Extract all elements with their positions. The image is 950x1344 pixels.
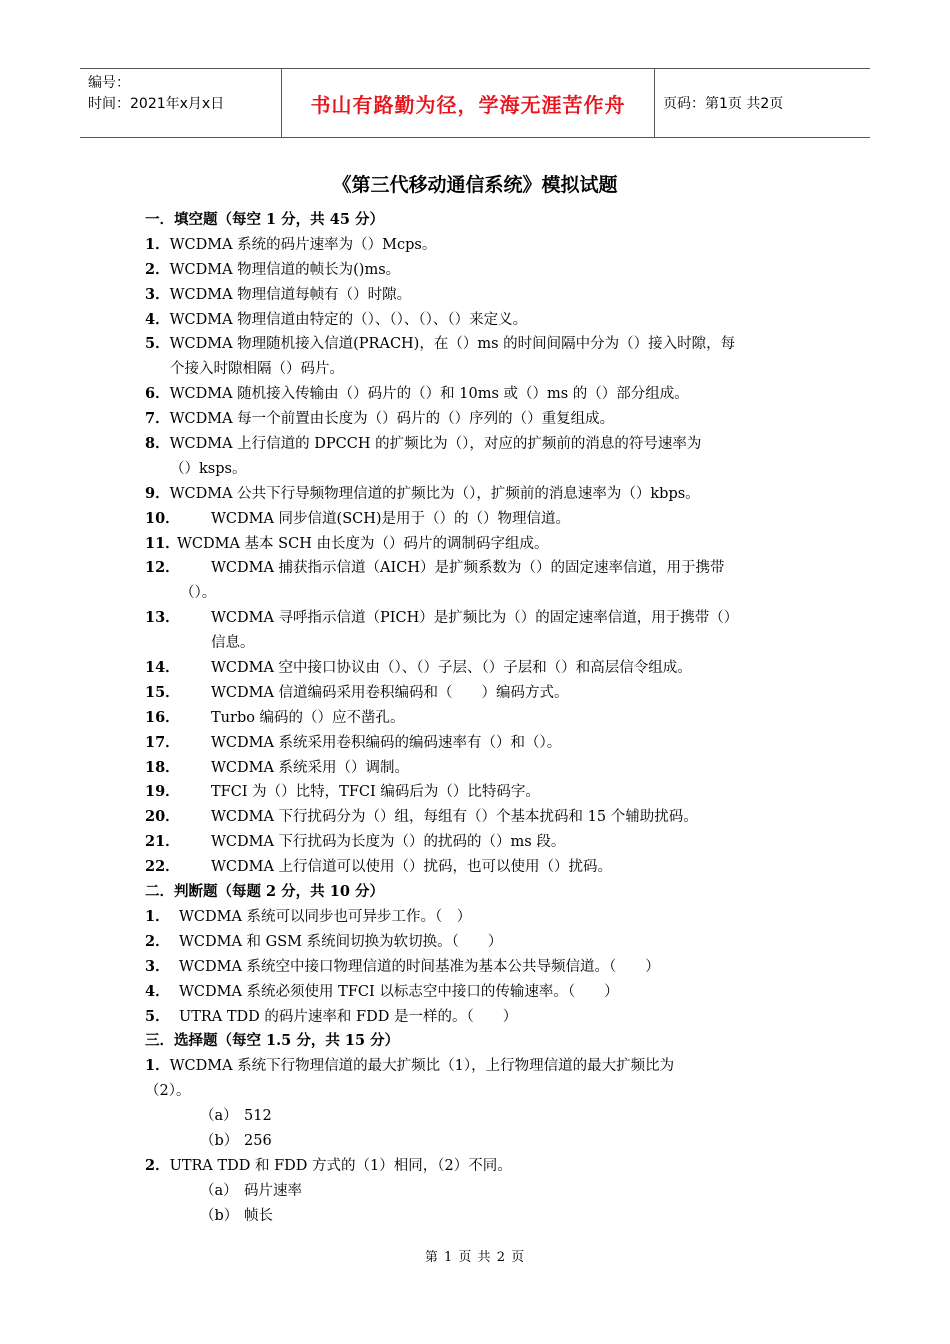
question-number: 21． bbox=[145, 833, 180, 851]
page-title: 《第三代移动通信系统》模拟试题 bbox=[332, 174, 618, 196]
code-label: 编号： bbox=[88, 75, 130, 91]
question-number: 3． bbox=[145, 285, 170, 303]
header-page-info: 页码：第1页 共2页 bbox=[663, 96, 784, 112]
question-text: WCDMA 系统可以同步也可异步工作。（ ） bbox=[179, 908, 472, 925]
question-number: 10． bbox=[145, 509, 180, 527]
question-number: 4． bbox=[145, 310, 170, 328]
question-text: WCDMA 系统空中接口物理信道的时间基准为基本公共导频信道。（ ） bbox=[179, 958, 660, 975]
question-text: WCDMA 信道编码采用卷积编码和（ ）编码方式。 bbox=[211, 684, 569, 701]
section2-heading: 二．判断题（每题 2 分，共 10 分） bbox=[145, 883, 384, 901]
option-key: （b） bbox=[200, 1132, 239, 1149]
question bbox=[145, 955, 810, 980]
question-continuation: （）ksps。 bbox=[170, 460, 247, 477]
page-footer: 第 1 页 共 2 页 bbox=[424, 1250, 526, 1265]
question-number: 1． bbox=[145, 235, 170, 253]
question-number: 9． bbox=[145, 484, 170, 502]
question bbox=[145, 980, 810, 1005]
question bbox=[145, 1005, 810, 1030]
question-number: 3． bbox=[145, 957, 170, 975]
question-text: WCDMA 下行扰码为长度为（）的扰码的（）ms 段。 bbox=[211, 834, 566, 851]
question-text: WCDMA 系统的码片速率为（）Mcps。 bbox=[169, 236, 437, 253]
time-label: 时间：2021年x月x日 bbox=[88, 96, 225, 112]
question-text: WCDMA 随机接入传输由（）码片的（）和 10ms 或（）ms 的（）部分组成。 bbox=[169, 386, 689, 403]
option-value: 256 bbox=[244, 1132, 272, 1149]
question-number: 1． bbox=[145, 907, 170, 925]
question-text: WCDMA 上行信道的 DPCCH 的扩频比为（），对应的扩频前的消息的符号速率为 bbox=[169, 436, 702, 453]
option-key: （a） bbox=[200, 1108, 238, 1125]
question bbox=[145, 681, 810, 706]
question-text: UTRA TDD 的码片速率和 FDD 是一样的。（ ） bbox=[179, 1008, 518, 1025]
question-text: TFCI 为（）比特，TFCI 编码后为（）比特码字。 bbox=[211, 784, 540, 801]
question-number: 1． bbox=[145, 1057, 170, 1075]
option-key: （b） bbox=[200, 1207, 239, 1224]
question-number: 5． bbox=[145, 1007, 170, 1025]
question-continuation: （）。 bbox=[180, 585, 217, 602]
exam-content bbox=[145, 208, 810, 1229]
question bbox=[145, 805, 810, 830]
question-text: WCDMA 物理信道每帧有（）时隙。 bbox=[169, 286, 412, 303]
header-meta bbox=[80, 69, 282, 137]
page-header bbox=[80, 68, 870, 138]
section1-heading: 一．填空题（每空 1 分，共 45 分） bbox=[145, 211, 384, 228]
question-number: 19． bbox=[145, 783, 180, 801]
question-text: WCDMA 每一个前置由长度为（）码片的（）序列的（）重复组成。 bbox=[169, 411, 615, 428]
option bbox=[145, 1204, 810, 1229]
option bbox=[145, 1129, 810, 1154]
question bbox=[145, 706, 810, 731]
question bbox=[145, 930, 810, 955]
question bbox=[145, 532, 810, 557]
question bbox=[145, 731, 810, 756]
question-text: WCDMA 上行信道可以使用（）扰码，也可以使用（）扰码。 bbox=[211, 859, 613, 876]
option bbox=[145, 1179, 810, 1204]
question-text: WCDMA 物理随机接入信道(PRACH)，在（）ms 的时间间隔中分为（）接入时隙，每 bbox=[169, 336, 736, 353]
question-number: 2． bbox=[145, 260, 170, 278]
question-number: 2． bbox=[145, 1156, 170, 1174]
question bbox=[145, 233, 810, 258]
question bbox=[145, 556, 810, 581]
question-text: WCDMA 基本 SCH 由长度为（）码片的调制码字组成。 bbox=[177, 535, 549, 552]
question bbox=[145, 855, 810, 880]
question bbox=[145, 283, 810, 308]
question bbox=[145, 756, 810, 781]
question-continuation: 信息。 bbox=[211, 635, 255, 652]
question-text: WCDMA 下行扰码分为（）组，每组有（）个基本扰码和 15 个辅助扰码。 bbox=[211, 809, 698, 826]
question bbox=[145, 432, 810, 457]
question-number: 4． bbox=[145, 982, 170, 1000]
question-text: WCDMA 系统下行物理信道的最大扩频比（1），上行物理信道的最大扩频比为 bbox=[169, 1058, 675, 1075]
question bbox=[145, 1154, 810, 1179]
question-number: 16． bbox=[145, 708, 180, 726]
question bbox=[145, 407, 810, 432]
question-number: 7． bbox=[145, 410, 170, 428]
question-number: 13． bbox=[145, 609, 180, 627]
question-number: 12． bbox=[145, 559, 180, 577]
question-text: WCDMA 和 GSM 系统间切换为软切换。（ ） bbox=[179, 933, 503, 950]
question bbox=[145, 308, 810, 333]
question-number: 5． bbox=[145, 335, 170, 353]
question bbox=[145, 1054, 810, 1079]
option-value: 帧长 bbox=[244, 1207, 273, 1224]
question-number: 2． bbox=[145, 932, 170, 950]
question-continuation: 个接入时隙相隔（）码片。 bbox=[170, 361, 344, 378]
question-text: WCDMA 公共下行导频物理信道的扩频比为（），扩频前的消息速率为（）kbps。 bbox=[169, 485, 700, 502]
question-text: WCDMA 捕获指示信道（AICH）是扩频系数为（）的固定速率信道，用于携带 bbox=[211, 560, 725, 577]
question bbox=[145, 830, 810, 855]
question bbox=[145, 780, 810, 805]
question-text: WCDMA 系统必须使用 TFCI 以标志空中接口的传输速率。（ ） bbox=[179, 983, 619, 1000]
question bbox=[145, 656, 810, 681]
question-number: 18． bbox=[145, 758, 180, 776]
question-text: UTRA TDD 和 FDD 方式的（1）相同，（2）不同。 bbox=[169, 1157, 512, 1174]
question-text: WCDMA 系统采用卷积编码的编码速率有（）和（）。 bbox=[211, 734, 562, 751]
question bbox=[145, 258, 810, 283]
question-text: WCDMA 空中接口协议由（）、（）子层、（）子层和（）和高层信令组成。 bbox=[211, 660, 692, 677]
question-text: Turbo 编码的（）应不凿孔。 bbox=[211, 709, 405, 726]
question-text: WCDMA 物理信道的帧长为()ms。 bbox=[169, 261, 401, 278]
question-number: 20． bbox=[145, 808, 180, 826]
question bbox=[145, 606, 810, 631]
question bbox=[145, 382, 810, 407]
question bbox=[145, 482, 810, 507]
option-key: （a） bbox=[200, 1182, 238, 1199]
question-number: 15． bbox=[145, 683, 180, 701]
question-continuation: （2）。 bbox=[145, 1083, 191, 1100]
question bbox=[145, 905, 810, 930]
option-value: 码片速率 bbox=[244, 1182, 302, 1199]
question-text: WCDMA 寻呼指示信道（PICH）是扩频比为（）的固定速率信道，用于携带（） bbox=[211, 610, 739, 627]
question-number: 6． bbox=[145, 385, 170, 403]
option-value: 512 bbox=[244, 1108, 272, 1125]
question-number: 17． bbox=[145, 733, 180, 751]
question-number: 11． bbox=[145, 534, 180, 552]
question bbox=[145, 332, 810, 357]
question-number: 14． bbox=[145, 659, 180, 677]
question-number: 8． bbox=[145, 435, 170, 453]
option bbox=[145, 1104, 810, 1129]
question bbox=[145, 507, 810, 532]
section3-heading: 三．选择题（每空 1.5 分，共 15 分） bbox=[145, 1032, 400, 1050]
header-motto: 书山有路勤为径，学海无涯苦作舟 bbox=[282, 69, 655, 137]
question-text: WCDMA 物理信道由特定的（）、（）、（）、（）来定义。 bbox=[169, 311, 528, 328]
question-text: WCDMA 同步信道(SCH)是用于（）的（）物理信道。 bbox=[211, 510, 571, 527]
question-number: 22． bbox=[145, 858, 180, 876]
question-text: WCDMA 系统采用（）调制。 bbox=[211, 759, 410, 776]
